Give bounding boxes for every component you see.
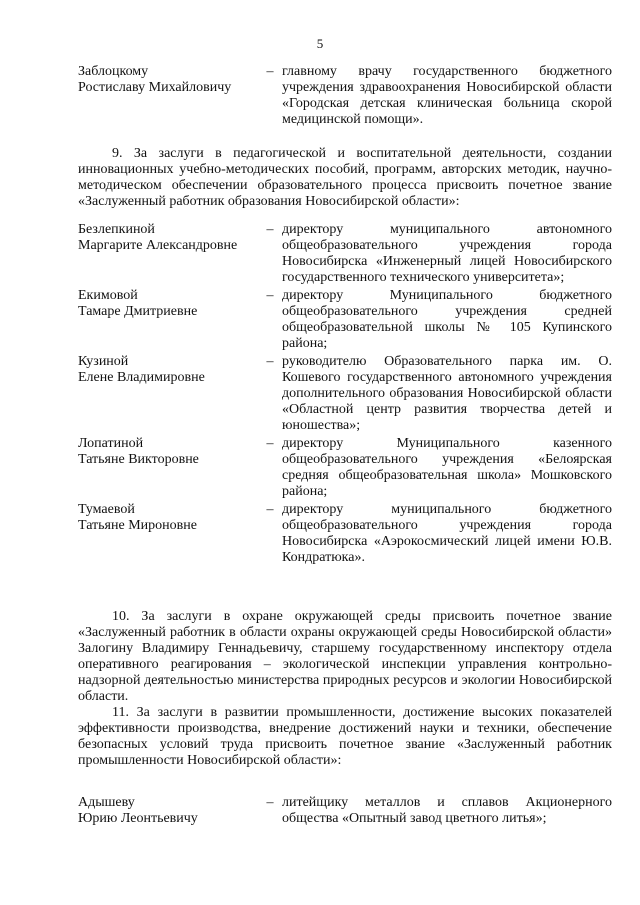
entry-description: директору муниципального автономного общеобразовательного учреждения города Новосибирска «Инженерный лицей Новосибирского государственного технического университета»;: [282, 222, 612, 285]
entry-dash: –: [266, 354, 274, 369]
entry-description: директору муниципального бюджетного общеобразовательного учреждения города Новосибирска «Аэрокосмический лицей имени Ю.В. Кондратюка».: [282, 502, 612, 565]
entry: [78, 436, 612, 500]
entry-description: руководителю Образовательного парка им. О. Кошевого государственного автономного учреждения дополнительного образования Новосибирской области «Областной центр развития творчества детей и юношества»;: [282, 354, 612, 433]
entry-surname: Кузиной: [78, 354, 129, 369]
entry: [78, 222, 612, 286]
entry-description: директору Муниципального казенного общеобразовательного учреждения «Белоярская средняя общеобразовательная школа» Мошковского района;: [282, 436, 612, 499]
entry-name: [78, 795, 258, 827]
entry: [78, 502, 612, 566]
entry-surname: Лопатиной: [78, 436, 144, 451]
entry-dash: –: [266, 436, 274, 451]
entry-name: [78, 354, 258, 434]
entry-surname: Безлепкиной: [78, 222, 155, 237]
entry-name: [78, 502, 258, 566]
paragraph-10: 10. За заслуги в охране окружающей среды присвоить почетное звание «Заслуженный работник в области охраны окружающей среды Новосибирской области» Залогину Владимиру Геннадьевичу, старшему государственному инспектору отдела оперативного реагирования – экологической инспекции управления контрольно-надзорной деятельностью министерства природных ресурсов и экологии Новосибирской области.: [78, 609, 612, 704]
entry-dash: –: [266, 222, 274, 237]
entry-name: [78, 436, 258, 500]
paragraph-9: 9. За заслуги в педагогической и воспитательной деятельности, создании инновационных учебно-методических пособий, программ, авторских методик, научно-методическом обеспечении образовательного процесса присвоить почетное звание «Заслуженный работник образования Новосибирской области»:: [78, 146, 612, 209]
entry-given-names: Татьяне Мироновне: [78, 518, 197, 533]
entry-description: главному врачу государственного бюджетного учреждения здравоохранения Новосибирской области «Городская детская клиническая больница скорой медицинской помощи».: [282, 64, 612, 127]
entry-given-names: Елене Владимировне: [78, 370, 205, 385]
entry-given-names: Ростиславу Михайловичу: [78, 80, 232, 95]
entry-name: [78, 64, 258, 128]
entry-description: директору Муниципального бюджетного общеобразовательного учреждения средней общеобразовательной школы № 105 Купинского района;: [282, 288, 612, 351]
entry-name: [78, 222, 258, 286]
entry-surname: Екимовой: [78, 288, 138, 303]
entry-given-names: Маргарите Александровне: [78, 238, 238, 253]
entry-given-names: Татьяне Викторовне: [78, 452, 199, 467]
entry: [78, 64, 612, 128]
entry-list-top: [78, 64, 612, 130]
entry: [78, 354, 612, 434]
paragraphs-10-11: [78, 609, 612, 769]
entry-dash: –: [266, 288, 274, 303]
entry-dash: –: [266, 64, 274, 79]
entry: [78, 795, 612, 827]
entry-surname: Заблоцкому: [78, 64, 149, 79]
entry: [78, 288, 612, 352]
page-number: 5: [316, 36, 324, 51]
entry-dash: –: [266, 795, 274, 810]
entry-given-names: Тамаре Дмитриевне: [78, 304, 198, 319]
entry-surname: Адышеву: [78, 795, 135, 810]
entry-surname: Тумаевой: [78, 502, 135, 517]
paragraph-11: 11. За заслуги в развитии промышленности, достижение высоких показателей эффективности производства, внедрение достижений науки и техники, обеспечение безопасных условий труда присвоить почетное звание «Заслуженный работник промышленности Новосибирской области»:: [78, 705, 612, 768]
entry-dash: –: [266, 502, 274, 517]
entry-list-9: [78, 222, 612, 568]
entry-list-11: [78, 795, 612, 829]
entry-given-names: Юрию Леонтьевичу: [78, 811, 198, 826]
entry-description: литейщику металлов и сплавов Акционерного общества «Опытный завод цветного литья»;: [282, 795, 612, 826]
entry-name: [78, 288, 258, 352]
